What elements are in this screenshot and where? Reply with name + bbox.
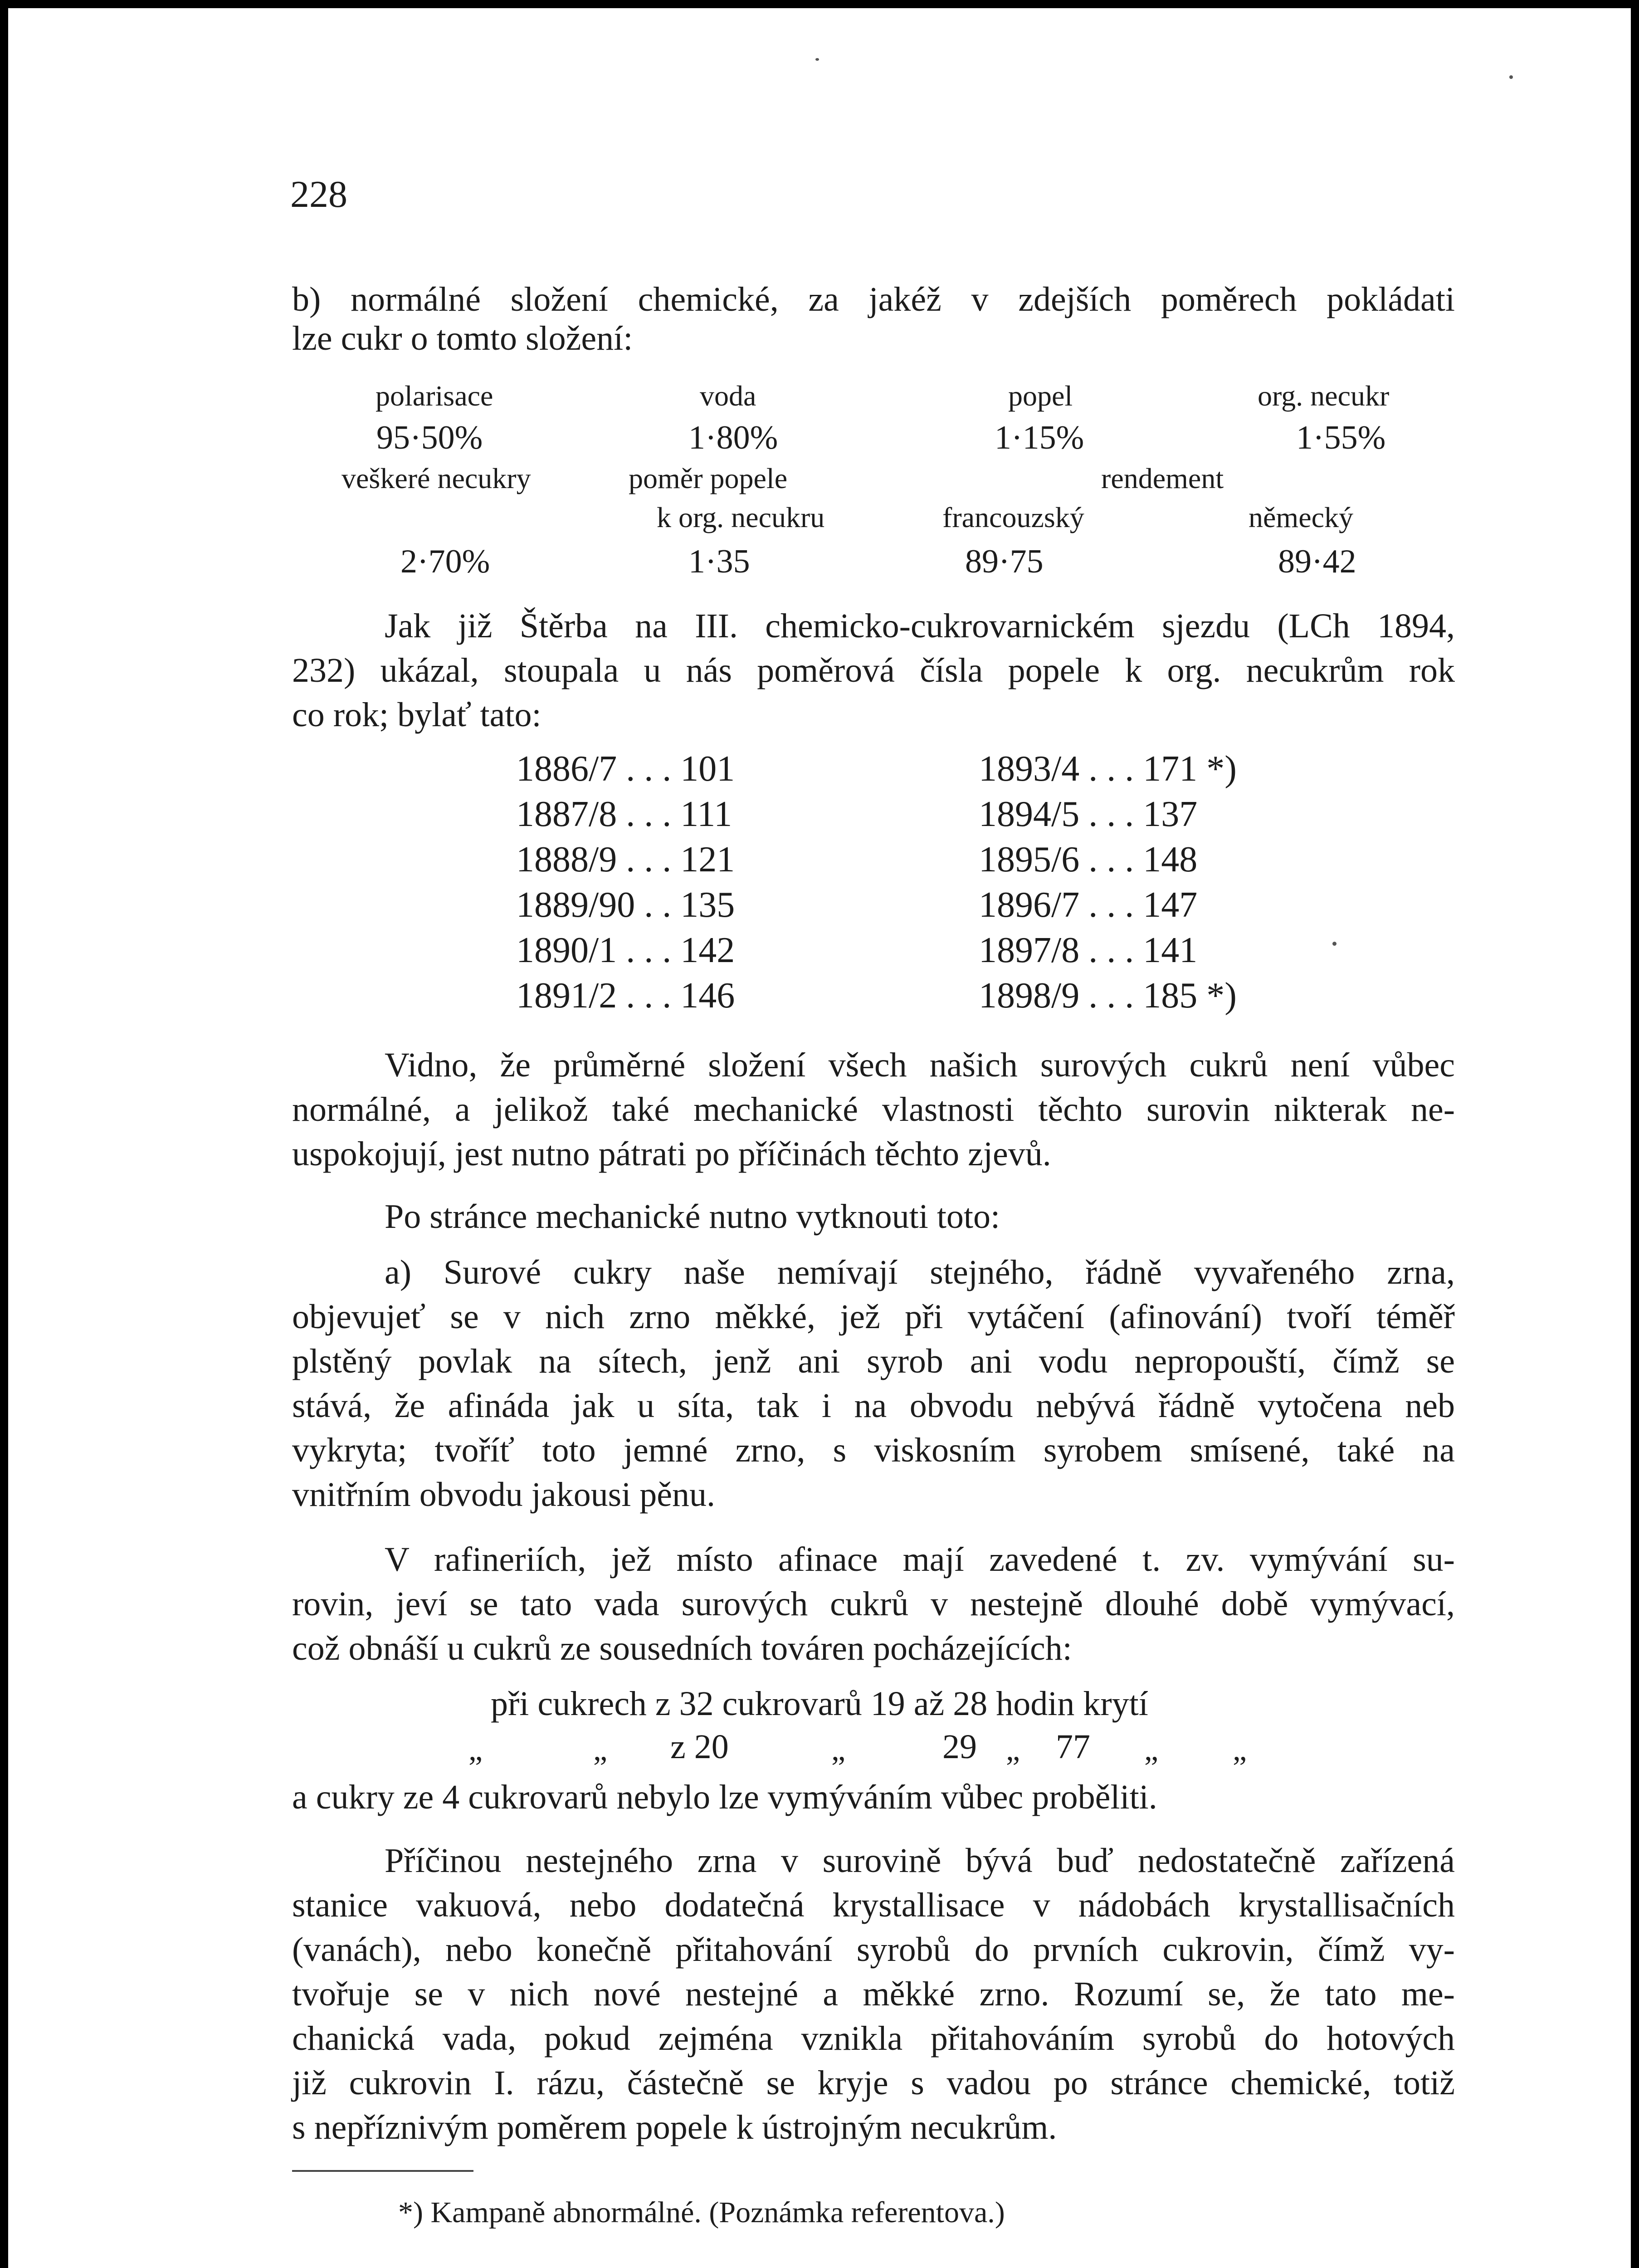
ditto-mark: „ xyxy=(593,1732,608,1767)
ratio-left-row: 1891/2 . . . 146 xyxy=(516,976,735,1016)
value-popel: 1·15% xyxy=(995,419,1084,456)
ratio-right-row: 1894/5 . . . 137 xyxy=(979,794,1198,834)
scan-speck xyxy=(815,58,819,61)
ratio-left-row: 1889/90 . . 135 xyxy=(516,885,735,925)
scan-speck xyxy=(1509,75,1513,79)
para6-line-1: Příčinou nestejného zrna v surovině bývá buď nedostatečně zařízená xyxy=(385,1842,1455,1880)
ratio-right-row: 1896/7 . . . 147 xyxy=(979,885,1198,925)
para4-line-2: objevujeť se v nich zrno měkké, jež při vytáčení (afinování) tvoří téměř xyxy=(292,1298,1455,1336)
header-org-necukr: org. necukr xyxy=(1258,380,1390,412)
intro-line-2: lze cukr o tomto složení: xyxy=(292,319,633,357)
header-polarisace: polarisace xyxy=(376,380,493,412)
para2-line-2: normálné, a jelikož také mechanické vlastnosti těchto surovin nikterak ne- xyxy=(292,1090,1455,1129)
para1-line-2: 232) ukázal, stoupala u nás poměrová čísla popele k org. necukrům rok xyxy=(292,651,1455,689)
ratio-right-row: 1897/8 . . . 141 xyxy=(979,930,1198,970)
value-nemecky: 89·42 xyxy=(1278,543,1356,580)
para5-line-1: V rafineriích, jež místo afinace mají zavedené t. zv. vymývání su- xyxy=(385,1540,1455,1579)
para2-line-1: Vidno, že průměrné složení všech našich surových cukrů není vůbec xyxy=(385,1046,1455,1084)
washing-hours-to: 77 xyxy=(1056,1728,1090,1766)
intro-line-1: b) normálné složení chemické, za jakéž v zdejších poměrech pokládati xyxy=(292,280,1455,318)
ratio-left-row: 1888/9 . . . 121 xyxy=(516,840,735,880)
header-rendement: rendement xyxy=(1101,462,1224,494)
washing-after-line: a cukry ze 4 cukrovarů nebylo lze vymýváním vůbec proběliti. xyxy=(292,1778,1157,1816)
header-k-org-necukru: k org. necukru xyxy=(657,501,825,533)
ditto-mark: „ xyxy=(1233,1732,1247,1767)
ratio-left-row: 1887/8 . . . 111 xyxy=(516,794,732,834)
para6-line-7: s nepříznivým poměrem popele k ústrojným necukrům. xyxy=(292,2108,1057,2146)
header-voda: voda xyxy=(700,380,756,412)
header-nemecky: německý xyxy=(1249,501,1353,533)
washing-hours-from: 29 xyxy=(942,1728,977,1766)
header-pomer-popele: poměr popele xyxy=(629,462,788,494)
para6-line-3: (vanách), nebo konečně přitahování syrobů do prvních cukrovin, čímž vy- xyxy=(292,1931,1455,1969)
para4-line-1: a) Surové cukry naše nemívají stejného, řádně vyvařeného zrna, xyxy=(385,1253,1455,1291)
book-page xyxy=(8,8,1631,2268)
value-pomer: 1·35 xyxy=(688,543,750,580)
scan-speck xyxy=(1332,942,1337,946)
ditto-mark: „ xyxy=(831,1732,846,1767)
para4-line-4: stává, že afináda jak u síta, tak i na obvodu nebývá řádně vytočena neb xyxy=(292,1387,1455,1425)
ditto-mark: „ xyxy=(468,1732,483,1767)
value-francouzsky: 89·75 xyxy=(965,543,1044,580)
value-polarisace: 95·50% xyxy=(376,419,483,456)
para6-line-4: tvořuje se v nich nové nestejné a měkké zrno. Rozumí se, že tato me- xyxy=(292,1975,1455,2013)
header-veskere-necukry: veškeré necukry xyxy=(341,462,531,494)
footnote: *) Kampaně abnormálné. (Poznámka referentova.) xyxy=(398,2196,1005,2229)
ratio-right-row: 1898/9 . . . 185 *) xyxy=(979,976,1237,1016)
header-popel: popel xyxy=(1008,380,1073,412)
washing-count: z 20 xyxy=(670,1728,729,1766)
ditto-mark: „ xyxy=(1006,1732,1020,1767)
para2-line-3: uspokojují, jest nutno pátrati po příčinách těchto zjevů. xyxy=(292,1135,1051,1173)
washing-row-1: při cukrech z 32 cukrovarů 19 až 28 hodin krytí xyxy=(491,1685,1148,1723)
value-org-necukr: 1·55% xyxy=(1296,419,1386,456)
ratio-right-row: 1895/6 . . . 148 xyxy=(979,840,1198,880)
value-veskere-necukry: 2·70% xyxy=(400,543,490,580)
header-francouzsky: francouzský xyxy=(942,501,1084,533)
para6-line-5: chanická vada, pokud zejména vznikla přitahováním syrobů do hotových xyxy=(292,2019,1455,2058)
para6-line-6: již cukrovin I. rázu, částečně se kryje s vadou po stránce chemické, totiž xyxy=(292,2064,1455,2102)
para3-line-1: Po stránce mechanické nutno vytknouti toto: xyxy=(385,1198,1000,1236)
ratio-left-row: 1890/1 . . . 142 xyxy=(516,930,735,970)
value-voda: 1·80% xyxy=(688,419,778,456)
ditto-mark: „ xyxy=(1144,1732,1159,1767)
para6-line-2: stanice vakuová, nebo dodatečná krystallisace v nádobách krystallisačních xyxy=(292,1886,1455,1924)
para5-line-3: což obnáší u cukrů ze sousedních továren pocházejících: xyxy=(292,1629,1072,1667)
para4-line-3: plstěný povlak na sítech, jenž ani syrob ani vodu nepropouští, čímž se xyxy=(292,1342,1455,1380)
para4-line-5: vykryta; tvoříť toto jemné zrno, s viskosním syrobem smísené, také na xyxy=(292,1431,1455,1469)
para1-line-3: co rok; bylať tato: xyxy=(292,696,541,734)
para1-line-1: Jak již Štěrba na III. chemicko-cukrovarnickém sjezdu (LCh 1894, xyxy=(385,607,1455,645)
para4-line-6: vnitřním obvodu jakousi pěnu. xyxy=(292,1476,716,1514)
para5-line-2: rovin, jeví se tato vada surových cukrů v nestejně dlouhé době vymývací, xyxy=(292,1585,1455,1623)
footnote-rule xyxy=(292,2170,473,2172)
ratio-right-row: 1893/4 . . . 171 *) xyxy=(979,749,1237,789)
page-number: 228 xyxy=(290,173,347,215)
ratio-left-row: 1886/7 . . . 101 xyxy=(516,749,735,789)
